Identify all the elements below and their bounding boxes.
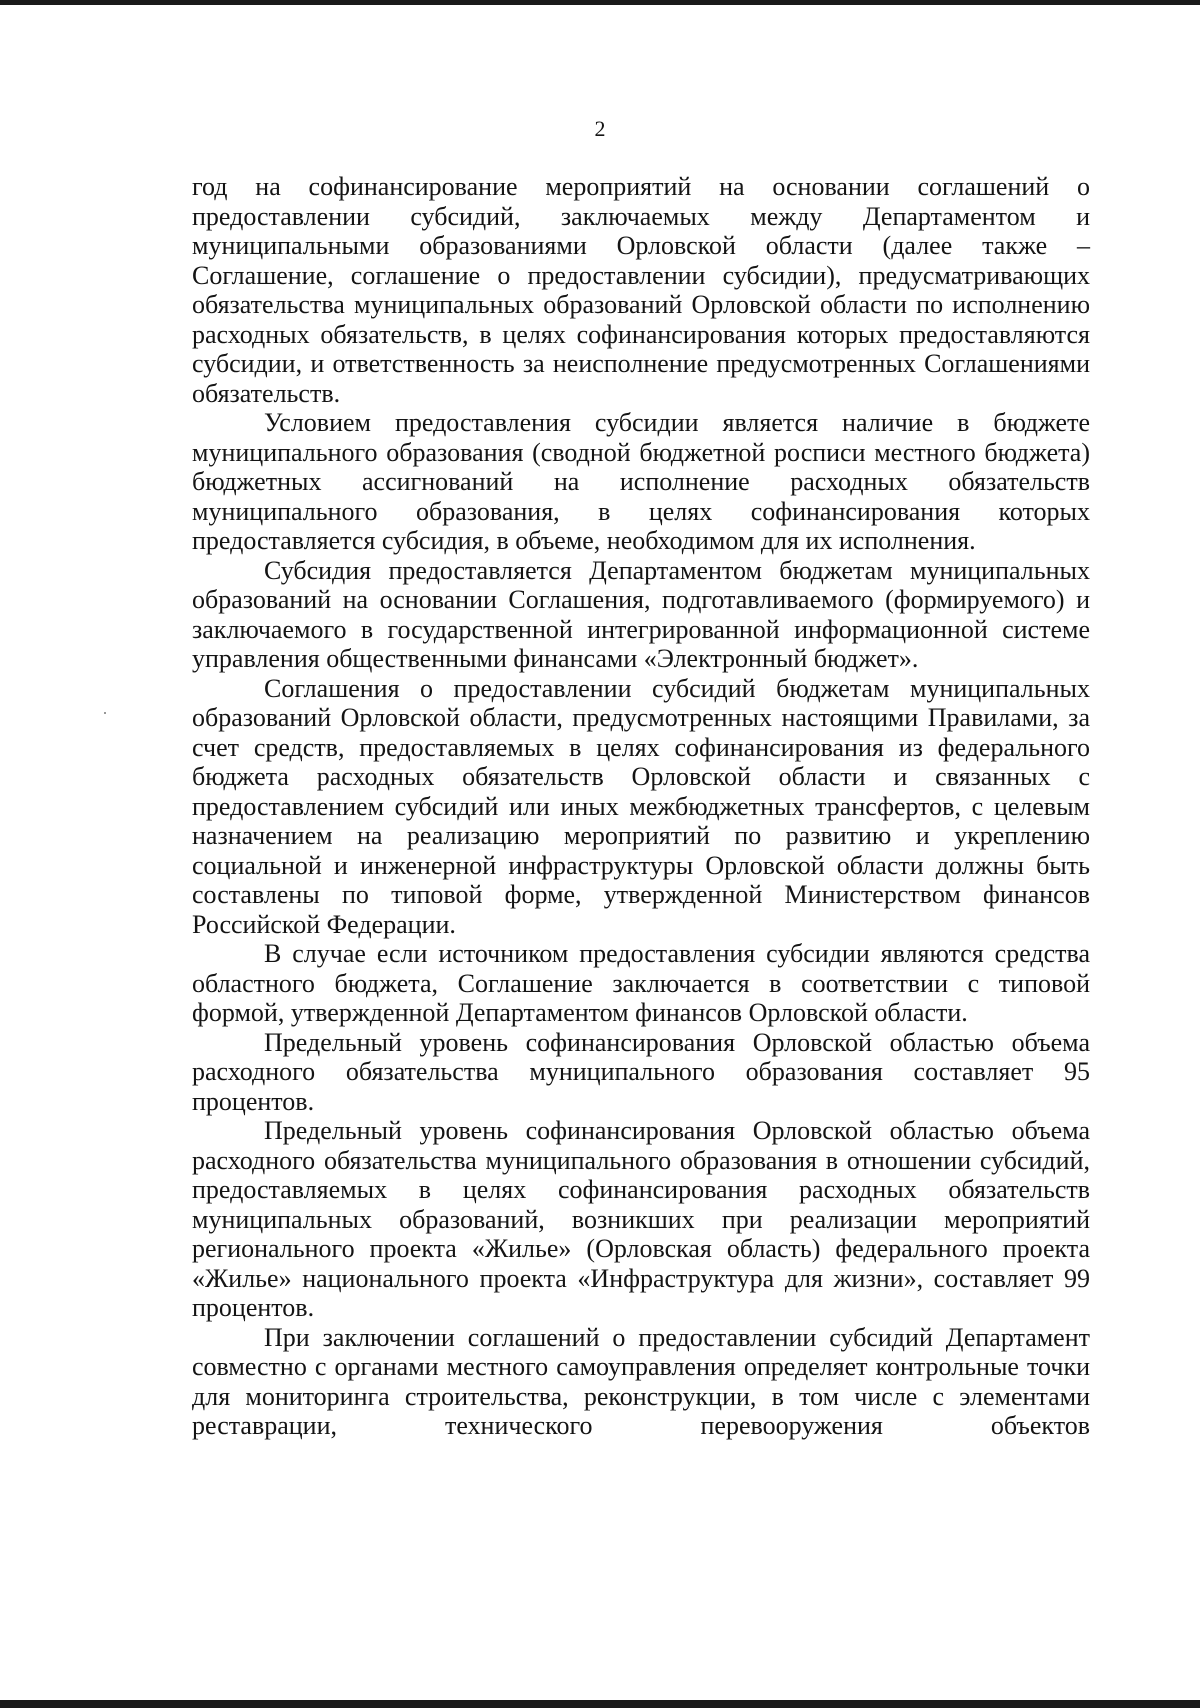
scan-edge-bottom	[0, 1700, 1200, 1708]
scan-speck	[104, 712, 106, 714]
paragraph: Предельный уровень софинансирования Орловской областью объема расходного обязательства муниципального образования составляет 95 процентов.	[192, 1027, 1090, 1116]
paragraph: Субсидия предоставляется Департаментом бюджетам муниципальных образований на основании Соглашения, подготавливаемого (формируемого) и заключаемого в государственной интегрированной информационной системе управления общественными финансами «Электронный бюджет».	[192, 555, 1090, 673]
document-body	[192, 172, 1090, 1441]
paragraph: Соглашения о предоставлении субсидий бюджетам муниципальных образований Орловской области, предусмотренных настоящими Правилами, за счет средств, предоставляемых в целях софинансирования из федерального бюджета расходных обязательств Орловской области и связанных с предоставлением субсидий или иных межбюджетных трансфертов, с целевым назначением на реализацию мероприятий по развитию и укреплению социальной и инженерной инфраструктуры Орловской области должны быть составлены по типовой форме, утвержденной Министерством финансов Российской Федерации.	[192, 673, 1090, 939]
paragraph: Предельный уровень софинансирования Орловской областью объема расходного обязательства муниципального образования в отношении субсидий, предоставляемых в целях софинансирования расходных обязательств муниципальных образований, возникших при реализации мероприятий регионального проекта «Жилье» (Орловская область) федерального проекта «Жилье» национального проекта «Инфраструктура для жизни», составляет 99 процентов.	[192, 1116, 1090, 1322]
page-number: 2	[594, 116, 606, 141]
paragraph: Условием предоставления субсидии является наличие в бюджете муниципального образования (сводной бюджетной росписи местного бюджета) бюджетных ассигнований на исполнение расходных обязательств муниципального образования, в целях софинансирования которых предоставляется субсидия, в объеме, необходимом для их исполнения.	[192, 408, 1090, 555]
paragraph: В случае если источником предоставления субсидии являются средства областного бюджета, Соглашение заключается в соответствии с типовой формой, утвержденной Департаментом финансов Орловской области.	[192, 939, 1090, 1027]
paragraph-continues-next-page: При заключении соглашений о предоставлении субсидий Департамент совместно с органами местного самоуправления определяет контрольные точки для мониторинга строительства, реконструкции, в том числе с элементами реставрации, технического перевооружения объектов	[192, 1322, 1090, 1440]
paragraph-continued: год на софинансирование мероприятий на основании соглашений о предоставлении субсидий, заключаемых между Департаментом и муниципальными образованиями Орловской области (далее также – Соглашение, соглашение о предоставлении субсидии), предусматривающих обязательства муниципальных образований Орловской области по исполнению расходных обязательств, в целях софинансирования которых предоставляются субсидии, и ответственность за неисполнение предусмотренных Соглашениями обязательств.	[192, 172, 1090, 408]
scan-edge-top	[0, 0, 1200, 5]
